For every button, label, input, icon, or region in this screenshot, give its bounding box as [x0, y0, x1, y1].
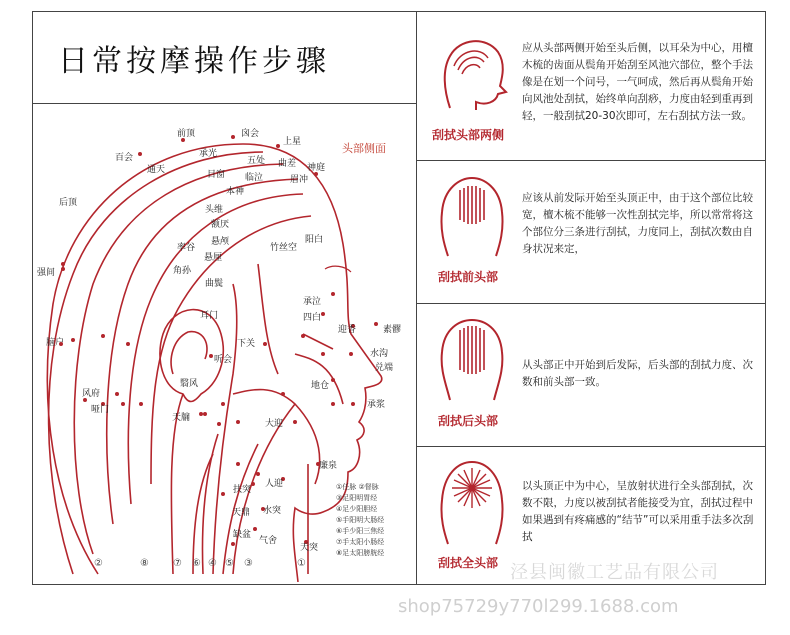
acupoint-label: 承泣: [303, 297, 322, 307]
acupoint-label: 天突: [300, 543, 319, 553]
channel-number: ⑥: [192, 558, 201, 569]
legend-item: ③足阳明胃经: [336, 494, 378, 502]
acupoint-label: 眉冲: [290, 175, 309, 185]
acupoint-label: 素髎: [383, 325, 402, 335]
acupoint-label: 本神: [226, 187, 245, 197]
panel-description: 应从头部两侧开始至头后侧，以耳朵为中心，用檀木梳的齿面从鬓角开始刮至风池穴部位，整个手法像是在划一个问号，一气呵成，然后再从鬓角开始向风池处刮拭，始终单向刮痧，力度由轻到重再到轻，一般刮拭20-30次即可，左右刮拭方法一致。: [522, 42, 753, 122]
head-back-icon: [436, 314, 508, 406]
channel-number: ①: [297, 558, 306, 569]
channel-number: ③: [244, 558, 253, 569]
panel-title: 刮拭前头部: [437, 270, 498, 284]
acupoint-label: 率谷: [177, 243, 196, 253]
acupoint-label: 缺盆: [233, 530, 252, 540]
acupoint-label: 五处: [247, 156, 266, 166]
legend-item: ⑤手阳明大肠经: [336, 516, 385, 524]
acupoint-label: 水沟: [370, 349, 389, 359]
panel-description: 应该从前发际开始至头顶正中，由于这个部位比较宽，檀木梳不能够一次性刮拭完毕，所以常常将这个部位分三条进行刮拭，力度同上，刮拭次数由自身状况来定，: [522, 192, 753, 255]
channel-number: ⑦: [173, 558, 182, 569]
acupoint-label: 额厌: [211, 220, 230, 230]
panel-description: 以头顶正中为中心，呈放射状进行全头部刮拭，次数不限，力度以被刮拭者能接受为宜，刮拭过程中如果遇到有疼痛感的“结节”可以采用重手法多次刮拭: [522, 480, 754, 543]
acupoint-label: 兑端: [375, 363, 394, 373]
acupoint-label: 曲鬓: [205, 279, 224, 289]
acupoint-label: 大迎: [265, 419, 284, 429]
acupoint-label: 悬颅: [211, 237, 230, 247]
acupoint-label: 廉泉: [319, 461, 338, 471]
acupoint-label: 神庭: [307, 163, 326, 173]
acupoint-label: 头维: [205, 205, 224, 215]
company-watermark: 泾县闽徽工艺品有限公司: [510, 562, 719, 583]
panel-title: 刮拭头部两侧: [431, 128, 504, 142]
panel-divider: [416, 160, 766, 161]
acupoint-label: 承光: [199, 149, 218, 159]
acupoint-label: 四白: [303, 313, 322, 323]
acupoint-label: 强间: [37, 268, 56, 278]
acupoint-label: 后顶: [59, 198, 78, 208]
panel-description: 从头部正中开始到后发际，后头部的刮拭力度、次数和前头部一致。: [522, 359, 753, 388]
acupoint-label: 角孙: [173, 266, 192, 276]
acupoint-label: 前顶: [177, 129, 196, 139]
page-title: 日常按摩操作步骤: [58, 44, 330, 79]
acupoint-label: 脑户: [46, 338, 65, 348]
acupoint-label: 风府: [82, 389, 101, 399]
acupoint-label: 上星: [283, 137, 302, 147]
acupoint-label: 扶突: [233, 485, 252, 495]
diagram-caption: 头部侧面: [342, 142, 386, 155]
channel-number: ②: [94, 558, 103, 569]
acupoint-label: 迎香: [338, 325, 357, 335]
acupoint-label: 天牖: [172, 413, 191, 423]
acupoint-label: 悬厘: [204, 253, 223, 263]
legend-item: ⑥手少阳三焦经: [336, 527, 385, 535]
acupoint-label: 阳白: [305, 235, 324, 245]
acupoint-label: 百会: [115, 153, 134, 163]
acupoint-label: 听会: [214, 355, 233, 365]
acupoint-label: 通天: [147, 165, 166, 175]
legend-item: ⑦手太阳小肠经: [336, 538, 385, 546]
acupoint-label: 水突: [263, 506, 282, 516]
acupoint-label: 曲差: [278, 159, 297, 169]
column-divider: [416, 11, 417, 585]
channel-number: ⑧: [140, 558, 149, 569]
acupoint-label: 下关: [237, 339, 256, 349]
panel-title: 刮拭全头部: [437, 556, 498, 570]
panel-divider: [416, 446, 766, 447]
legend-item: ⑧足太阳膀胱经: [336, 549, 385, 557]
panel-divider: [416, 303, 766, 304]
channel-number: ⑤: [225, 558, 234, 569]
acupoint-label: 耳门: [200, 311, 219, 321]
head-side-icon: [436, 30, 508, 112]
acupoint-label: 竹丝空: [270, 243, 298, 253]
legend-item: ①任脉 ②督脉: [336, 483, 379, 491]
acupoint-label: 气舍: [259, 536, 278, 546]
acupoint-label: 翳风: [180, 379, 199, 389]
acupoint-label: 哑门: [91, 405, 110, 415]
acupoint-label: 天鼎: [232, 508, 251, 518]
acupoint-label: 囟会: [241, 129, 260, 139]
legend-item: ④足少阳胆经: [336, 505, 378, 513]
shop-url-watermark: shop75729y770l299.1688.com: [398, 596, 679, 617]
head-front-icon: [436, 172, 508, 260]
meridian-legend: [336, 482, 384, 559]
panel-title: 刮拭后头部: [437, 414, 498, 428]
acupoint-label: 地仓: [311, 381, 330, 391]
head-top-icon: [436, 456, 508, 548]
acupoint-label: 人迎: [265, 479, 284, 489]
acupoint-label: 目窗: [207, 170, 226, 180]
acupoint-label: 承浆: [367, 400, 386, 410]
acupoint-label: 临泣: [245, 173, 264, 183]
channel-number: ④: [208, 558, 217, 569]
